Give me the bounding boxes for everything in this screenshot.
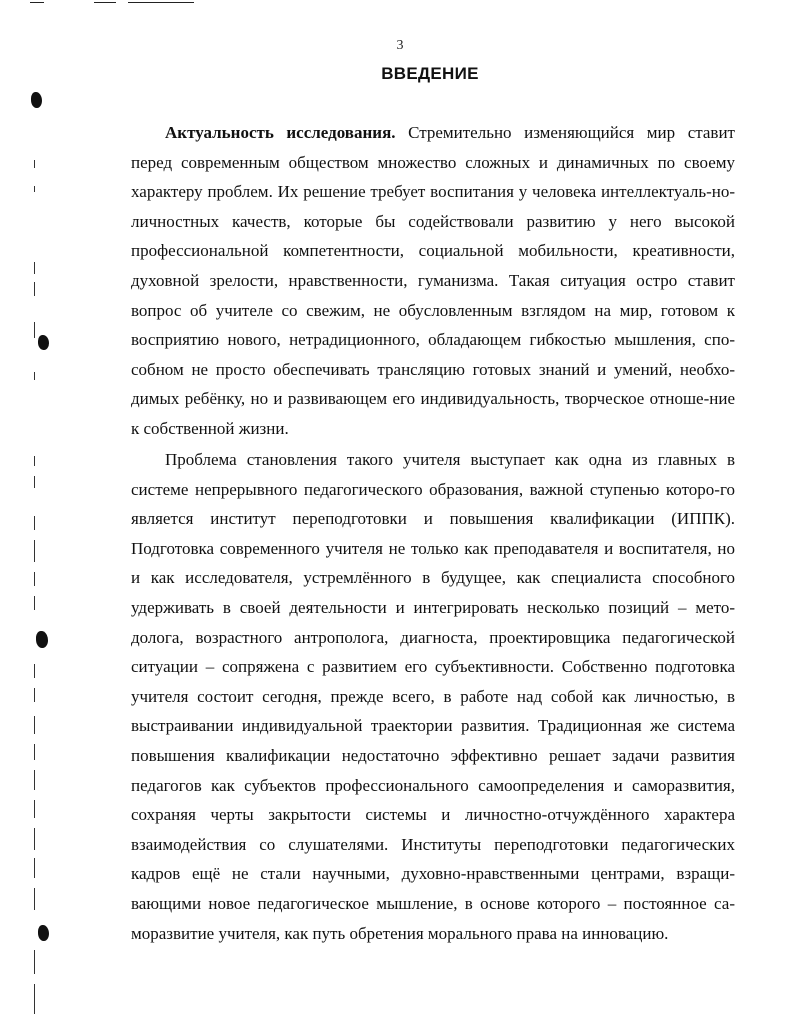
margin-tick	[34, 800, 35, 818]
margin-tick	[34, 160, 35, 168]
margin-tick	[34, 476, 35, 488]
body-text	[131, 118, 735, 950]
page-title: ВВЕДЕНИЕ	[381, 64, 479, 83]
punch-hole-mark	[38, 335, 49, 350]
margin-tick	[34, 688, 35, 702]
scan-edge-line	[94, 2, 116, 3]
scan-edge-line	[128, 2, 194, 3]
margin-tick	[34, 572, 35, 586]
margin-tick	[34, 984, 35, 1014]
margin-tick	[34, 262, 35, 274]
margin-tick	[34, 950, 35, 974]
paragraph	[131, 445, 735, 948]
paragraph-text: Стремительно изменяющийся мир ставит перед современным обществом множество сложных и динамичных по своему характеру проблем. Их решение требует воспитания у человека интеллектуаль-но-личностных качеств, которые бы содействовали развитию у него высокой профессиональной компетентности, социальной мобильности, креативности, духовной зрелости, нравственности, гуманизма. Такая ситуация остро ставит вопрос об учителе со свежим, не обусловленным взглядом на мир, готовом к восприятию нового, нетрадиционного, обладающем гибкостью мышления, спо-собном не просто обеспечивать трансляцию готовых знаний и умений, необхо-димых ребёнку, но и развивающем его индивидуальность, творческое отноше-ние к собственной жизни.	[131, 123, 735, 438]
margin-tick	[34, 888, 35, 910]
punch-hole-mark	[36, 631, 48, 648]
margin-tick	[34, 596, 35, 610]
margin-tick	[34, 540, 35, 562]
margin-tick	[34, 744, 35, 760]
paragraph	[131, 118, 735, 444]
scan-edge-line	[30, 2, 44, 3]
margin-tick	[34, 186, 35, 192]
paragraph-text: Проблема становления такого учителя выступает как одна из главных в системе непрерывного педагогического образования, важной ступенью которо-го является институт переподготовки и повышения квалификации (ИППК). Подготовка современного учителя не только как преподавателя и воспитателя, но и как исследователя, устремлённого в будущее, как специалиста способного удерживать в своей деятельности и интегрировать несколько позиций – мето-долога, возрастного антрополога, диагноста, проектировщика педагогической ситуации – сопряжена с развитием его субъективности. Собственно подготовка учителя состоит сегодня, прежде всего, в работе над собой как личностью, в выстраивании индивидуальной траектории развития. Традиционная же система повышения квалификации недостаточно эффективно решает задачи развития педагогов как субъектов профессионального самоопределения и саморазвития, сохраняя черты закрытости системы и личностно-отчуждённого характера взаимодействия со слушателями. Институты переподготовки педагогических кадров ещё не стали научными, духовно-нравственными центрами, взращи-вающими новое педагогическое мышление, в основе которого – постоянное са-моразвитие учителя, как путь обретения морального права на инновацию.	[131, 450, 735, 943]
margin-tick	[34, 516, 35, 530]
paragraph-lead: Актуальность исследования.	[165, 123, 396, 142]
margin-tick	[34, 770, 35, 790]
margin-tick	[34, 282, 35, 296]
punch-hole-mark	[31, 92, 42, 108]
margin-tick	[34, 858, 35, 878]
punch-hole-mark	[38, 925, 49, 941]
margin-tick	[34, 456, 35, 466]
page-number: 3	[396, 38, 404, 53]
margin-tick	[34, 716, 35, 734]
margin-tick	[34, 664, 35, 678]
margin-tick	[34, 322, 35, 338]
margin-tick	[34, 828, 35, 850]
margin-tick	[34, 372, 35, 380]
